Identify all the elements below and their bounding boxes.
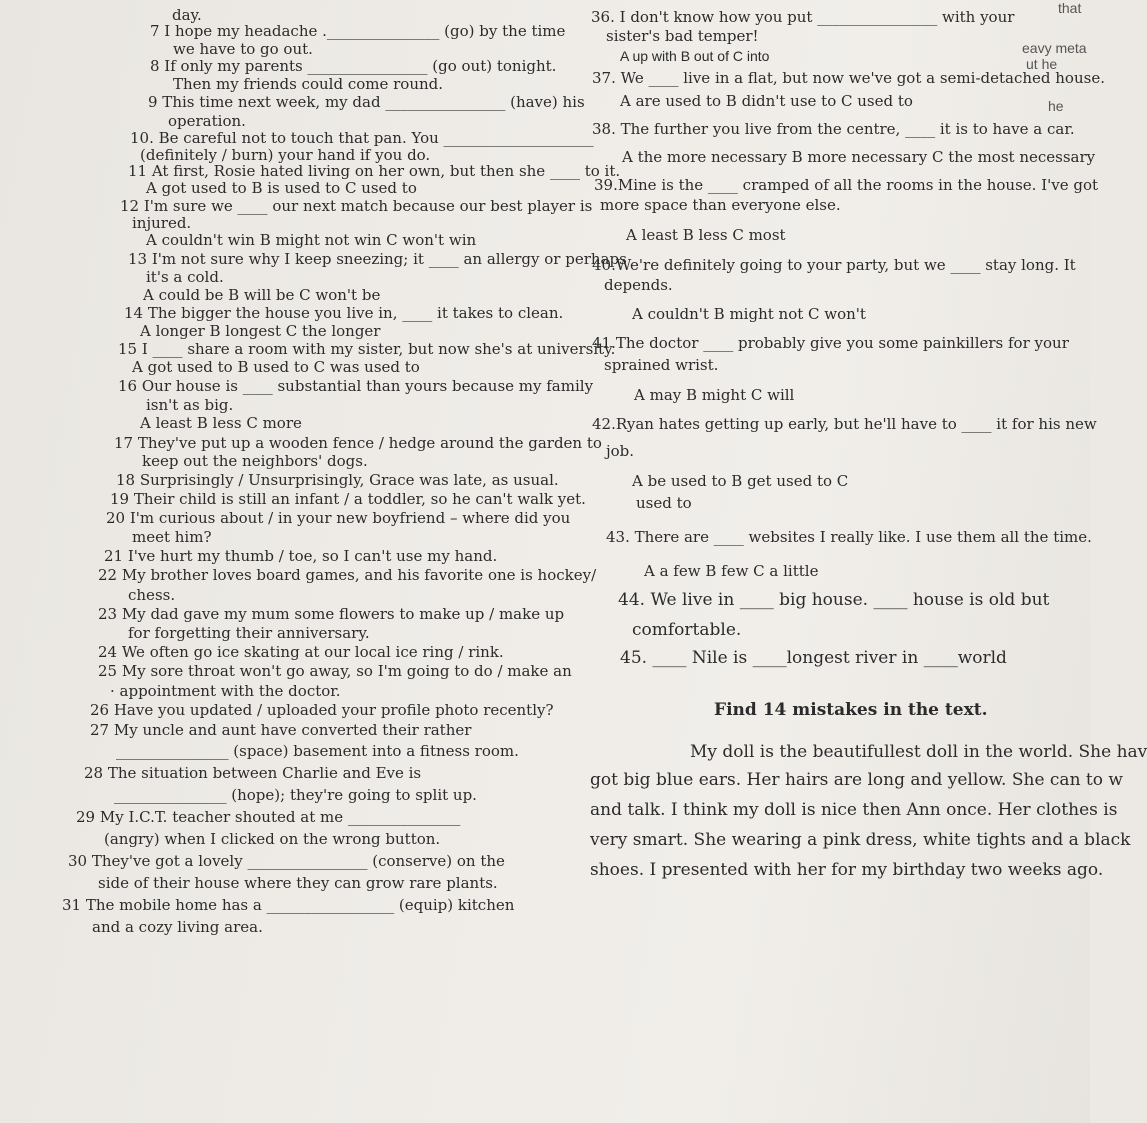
question-line: _______________ (space) basement into a fitness room. xyxy=(116,742,519,760)
question-line: 21 I've hurt my thumb / toe, so I can't use my hand. xyxy=(104,547,498,565)
question-line: for forgetting their anniversary. xyxy=(128,624,370,642)
question-line: 14 The bigger the house you live in, ____ it takes to clean. xyxy=(124,304,564,322)
question-line: it's a cold. xyxy=(146,268,224,286)
question-line: 24 We often go ice skating at our local ice ring / rink. xyxy=(98,643,504,661)
question-line: 31 The mobile home has a _________________ (equip) kitchen xyxy=(62,896,515,914)
question-line: 18 Surprisingly / Unsurprisingly, Grace was late, as usual. xyxy=(116,471,559,489)
question-line: 9 This time next week, my dad ________________ (have) his xyxy=(148,93,585,111)
question-line: day. xyxy=(172,6,202,24)
question-line: comfortable. xyxy=(632,620,742,640)
question-line: A couldn't win B might not win C won't win xyxy=(146,231,477,249)
question-line: meet him? xyxy=(132,528,212,546)
question-line: operation. xyxy=(168,112,246,130)
question-line: 8 If only my parents ________________ (go out) tonight. xyxy=(150,57,557,75)
question-line: 26 Have you updated / uploaded your profile photo recently? xyxy=(90,701,554,719)
question-line: and a cozy living area. xyxy=(92,918,263,936)
question-line: 36. I don't know how you put ________________ with your xyxy=(591,8,1015,26)
question-line: sister's bad temper! xyxy=(606,27,759,45)
question-line: 10. Be careful not to touch that pan. You ____________________ xyxy=(130,129,594,147)
question-line: 42.Ryan hates getting up early, but he'll have to ____ it for his new xyxy=(592,415,1097,433)
question-line: 37. We ____ live in a flat, but now we've got a semi-detached house. xyxy=(592,69,1105,87)
question-line: 27 My uncle and aunt have converted their rather xyxy=(90,721,472,739)
question-line: sprained wrist. xyxy=(604,356,719,374)
question-line: A got used to B used to C was used to xyxy=(132,358,420,376)
question-line: (definitely / burn) your hand if you do. xyxy=(140,146,431,164)
question-line: 38. The further you live from the centre, ____ it is to have a car. xyxy=(592,120,1075,138)
question-line: A a few B few C a little xyxy=(644,562,819,580)
question-line: more space than everyone else. xyxy=(600,196,841,214)
question-line: A be used to B get used to C xyxy=(632,472,849,490)
question-line: 16 Our house is ____ substantial than yours because my family xyxy=(118,377,594,395)
question-line: 43. There are ____ websites I really like. I use them all the time. xyxy=(606,528,1092,546)
question-line: depends. xyxy=(604,276,673,294)
question-line: A got used to B is used to C used to xyxy=(146,179,417,197)
edge-text: he xyxy=(1048,98,1064,114)
question-line: keep out the neighbors' dogs. xyxy=(142,452,368,470)
question-line: 44. We live in ____ big house. ____ house is old but xyxy=(618,590,1050,610)
question-line: 22 My brother loves board games, and his favorite one is hockey/ xyxy=(98,566,597,584)
question-line: A could be B will be C won't be xyxy=(143,286,381,304)
question-line: 19 Their child is still an infant / a toddler, so he can't walk yet. xyxy=(110,490,586,508)
question-line: 29 My I.C.T. teacher shouted at me _______________ xyxy=(76,808,461,826)
question-line: 23 My dad gave my mum some flowers to make up / make up xyxy=(98,605,565,623)
question-line: job. xyxy=(606,442,635,460)
edge-text: eavy meta xyxy=(1022,40,1087,56)
question-line: very smart. She wearing a pink dress, white tights and a black xyxy=(590,830,1131,850)
question-line: isn't as big. xyxy=(146,396,234,414)
question-line: Find 14 mistakes in the text. xyxy=(714,700,988,720)
question-line: My doll is the beautifullest doll in the world. She hav xyxy=(690,742,1147,762)
question-line: 45. ____ Nile is ____longest river in ____world xyxy=(620,648,1007,668)
question-line: A couldn't B might not C won't xyxy=(632,305,866,323)
question-line: (angry) when I clicked on the wrong button. xyxy=(104,830,441,848)
question-line: 13 I'm not sure why I keep sneezing; it ____ an allergy or perhaps xyxy=(128,250,627,268)
question-line: _______________ (hope); they're going to split up. xyxy=(114,786,477,804)
question-line: and talk. I think my doll is nice then Ann once. Her clothes is xyxy=(590,800,1118,820)
question-line: Then my friends could come round. xyxy=(173,75,444,93)
question-line: 20 I'm curious about / in your new boyfriend – where did you xyxy=(106,509,571,527)
question-line: A may B might C will xyxy=(634,386,795,404)
question-line: 17 They've put up a wooden fence / hedge around the garden to xyxy=(114,434,602,452)
edge-text: that xyxy=(1058,0,1082,16)
question-line: 41.The doctor ____ probably give you some painkillers for your xyxy=(592,334,1069,352)
question-line: · appointment with the doctor. xyxy=(110,682,341,700)
question-line: injured. xyxy=(132,214,192,232)
question-line: A longer B longest C the longer xyxy=(140,322,381,340)
question-line: 30 They've got a lovely ________________ (conserve) on the xyxy=(68,852,505,870)
question-line: shoes. I presented with her for my birthday two weeks ago. xyxy=(590,860,1104,880)
edge-text: ut he xyxy=(1026,56,1058,72)
question-line: A the more necessary B more necessary C the most necessary xyxy=(622,148,1096,166)
question-line: we have to go out. xyxy=(173,40,313,58)
question-line: A are used to B didn't use to C used to xyxy=(620,92,913,110)
question-line: 15 I ____ share a room with my sister, but now she's at university. xyxy=(118,340,616,358)
question-line: 12 I'm sure we ____ our next match because our best player is xyxy=(120,197,593,215)
question-line: 7 I hope my headache ._______________ (go) by the time xyxy=(150,22,566,40)
question-line: chess. xyxy=(128,586,176,604)
question-line: side of their house where they can grow rare plants. xyxy=(98,874,498,892)
question-line: used to xyxy=(636,494,692,512)
question-line: 39.Mine is the ____ cramped of all the rooms in the house. I've got xyxy=(594,176,1099,194)
question-line: A up with B out of C into xyxy=(620,48,770,64)
question-line: 11 At first, Rosie hated living on her own, but then she ____ to it. xyxy=(128,162,621,180)
question-line: got big blue ears. Her hairs are long and yellow. She can to w xyxy=(590,770,1123,790)
question-line: 25 My sore throat won't go away, so I'm going to do / make an xyxy=(98,662,572,680)
question-line: 28 The situation between Charlie and Eve is xyxy=(84,764,422,782)
question-line: A least B less C most xyxy=(626,226,786,244)
question-line: A least B less C more xyxy=(140,414,302,432)
question-line: 40.We're definitely going to your party, but we ____ stay long. It xyxy=(592,256,1076,274)
